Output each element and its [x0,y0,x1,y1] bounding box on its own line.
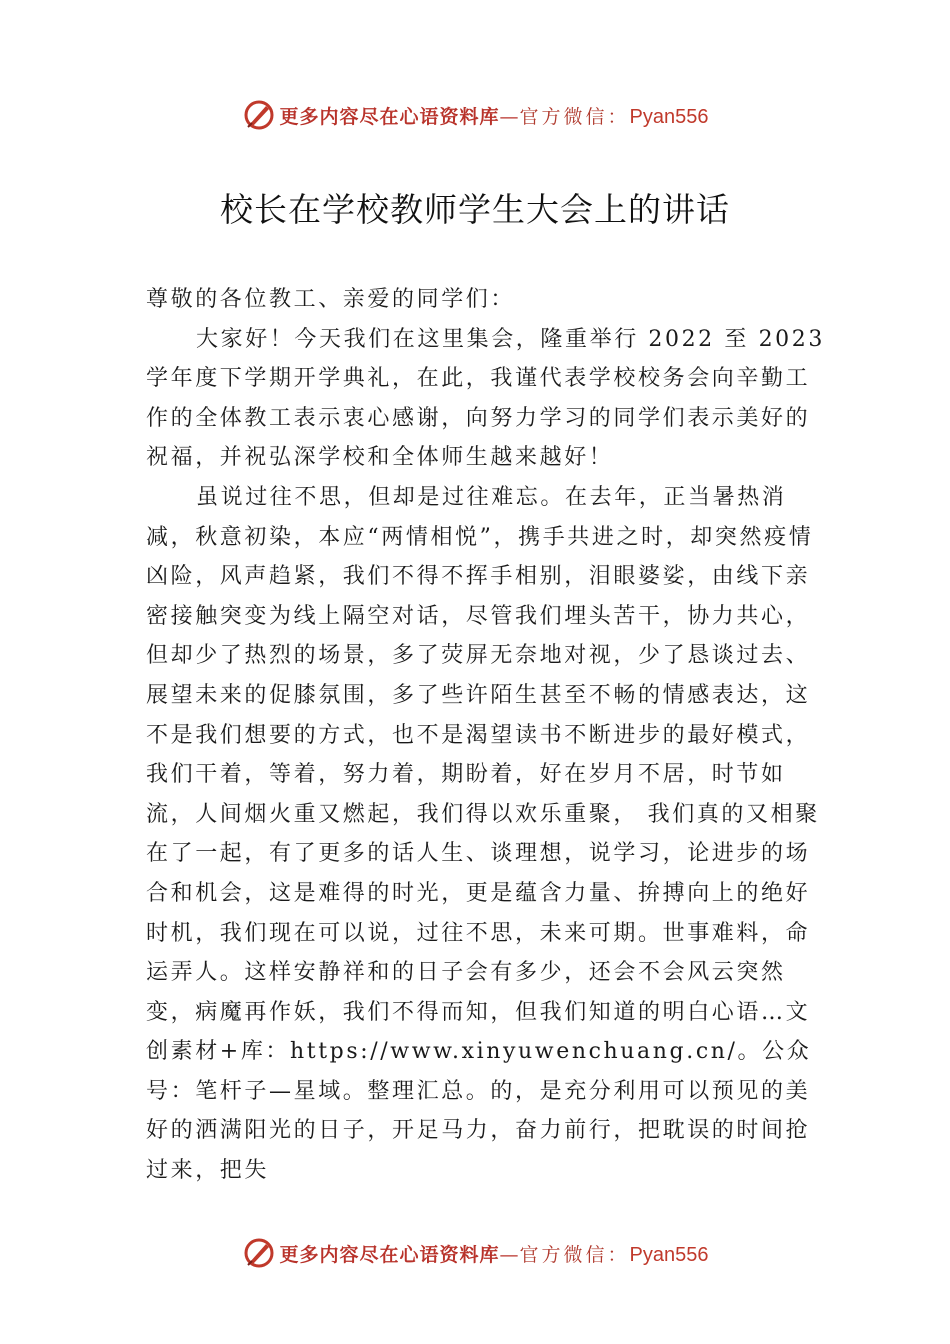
wechat-label: 官方微信： [519,105,630,128]
paragraph-opening: 大家好！今天我们在这里集会，隆重举行 2022 至 2023 学年度下学期开学典礼，在此，我谨代表学校校务会向辛勤工作的全体教工表示衷心感谢，向努力学习的同学们表示美好的祝福，并祝弘深学校和全体师生越来越好！ [146,326,825,471]
wechat-label: 官方微信： [519,1243,630,1266]
brand-dash: — [499,1243,520,1266]
salutation: 尊敬的各位教工、亲爱的同学们： [146,287,516,312]
header-watermark-banner [0,95,950,135]
quill-pen-logo-icon [242,1236,276,1270]
paragraph-main: 虽说过往不思，但却是过往难忘。在去年，正当暑热消减，秋意初染，本应“两情相悦”，携手共进之时，却突然疫情凶险，风声趋紧，我们不得不挥手相别，泪眼婆娑，由线下亲密接触突变为线上隔空对话，尽管我们埋头苦干，协力共心，但却少了热烈的场景，多了荧屏无奈地对视，少了恳谈过去、展望未来的促膝氛围，多了些许陌生甚至不畅的情感表达，这不是我们想要的方式，也不是渴望读书不断进步的最好模式，我们干着，等着，努力着，期盼着，好在岁月不居，时节如流，人间烟火重又燃起，我们得以欢乐重聚， 我们真的又相聚在了一起，有了更多的话人生、谈理想，说学习，论进步的场合和机会，这是难得的时光，更是蕴含力量、拚搏向上的绝好时机，我们现在可以说，过往不思，未来可期。世事难料，命运弄人。这样安静祥和的日子会有多少，还会不会风云突然变，病魔再作妖，我们不得而知，但我们知道的明白心语…文创素材+库：https://www.xinyuwenchuang.cn/。公众号：笔杆子—星域。整理汇总。的，是充分利用可以预见的美好的洒满阳光的日子，开足马力，奋力前行，把耽误的时间抢过来，把失 [146,484,820,1184]
watermark-text [280,1240,709,1267]
watermark-text [280,102,709,129]
brand-name: 更多内容尽在心语资料库 [279,105,500,128]
quill-pen-logo-icon [242,98,276,132]
wechat-id: Pyan556 [629,1243,709,1266]
brand-name: 更多内容尽在心语资料库 [279,1243,500,1266]
document-body [146,280,826,1191]
document-title: 校长在学校教师学生大会上的讲话 [220,190,730,229]
brand-dash: — [499,105,520,128]
wechat-id: Pyan556 [629,105,709,128]
footer-watermark-banner [0,1233,950,1273]
